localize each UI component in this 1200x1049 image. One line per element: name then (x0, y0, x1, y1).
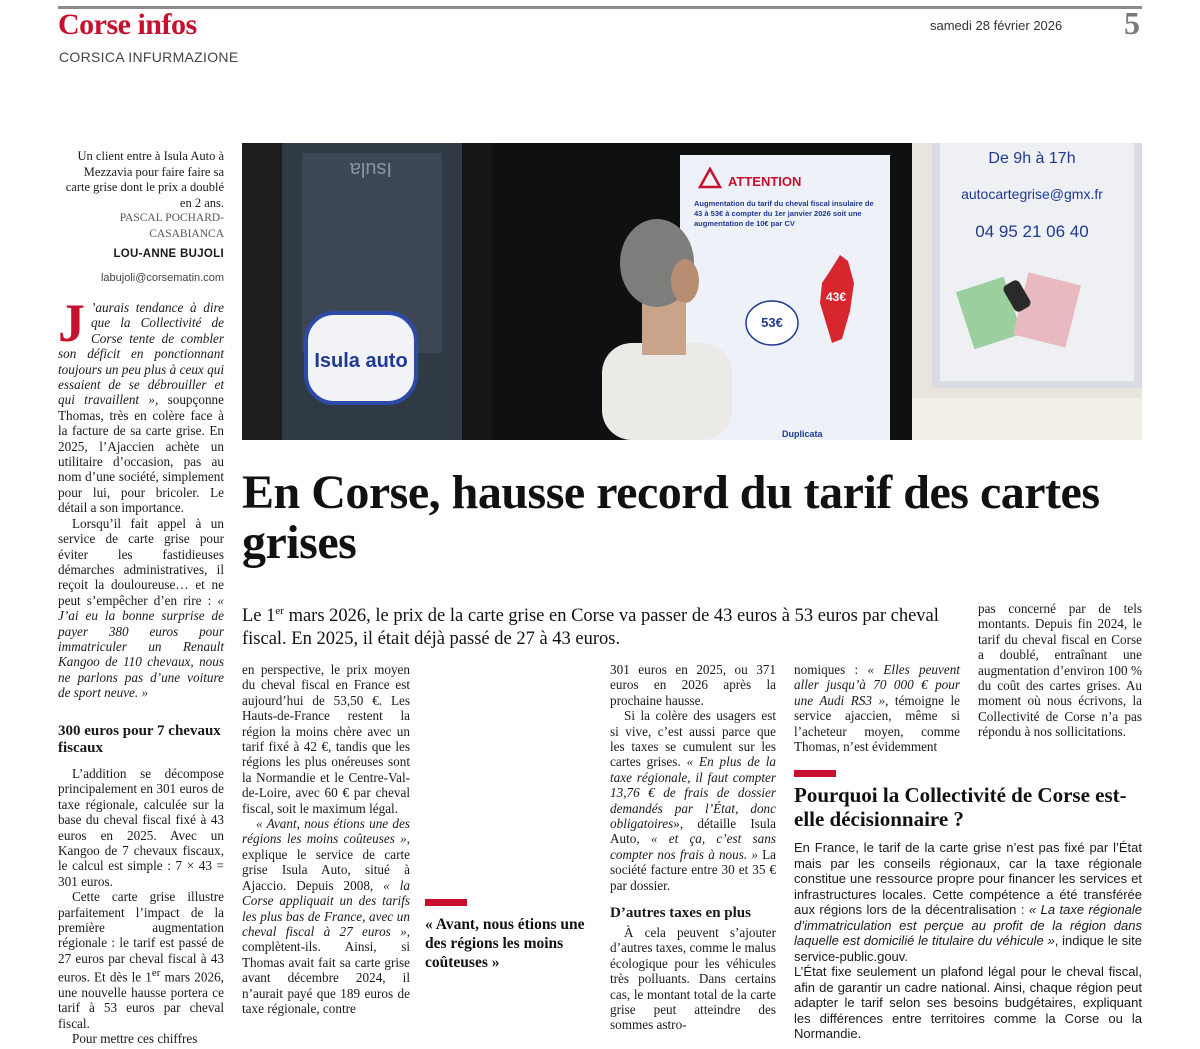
col5-paragraph-1: pas concerné par de tels montants. Depuis fin 2024, le tarif du cheval fiscal en Corse a doublé, entraînant une augmentation d’environ 100 % du coût des cartes grises. Au moment où nous écrivons, la Collectivité de Corse n’a pas répondu à nos sollicitations. (978, 601, 1142, 740)
lede (242, 600, 970, 651)
col4-paragraph-2: , témoigne le service ajaccien, même si l’acheteur moyen, comme Thomas, n’est évidemment (794, 692, 961, 755)
subheading-2: D’autres taxes en plus (610, 905, 751, 921)
photo-caption-text: Un client entre à Isula Auto à Mezzavia pour faire faire sa carte grise dont le prix a doublé en 2 ans. (65, 149, 224, 210)
publication-subtitle: CORSICA INFURMAZIONE (59, 49, 239, 65)
paragraph-4-end: mars 2026, une nouvelle hausse portera ce tarif à 53 euros par cheval fiscal. (58, 969, 224, 1031)
opening-paragraph: , soupçonne Thomas, très en colère face à la facture de sa carte grise. En 2025, l’Ajaccien achète un utilitaire d’occasion, pas au nom d’une société, simplement pour lui, pour bricoler. Le détail a son importance. (58, 392, 224, 516)
poster-text: Augmentation du tarif du cheval fiscal insulaire de 43 à 53€ à compter du 1er janvier 2026 soit une augmentation de 10€ par CV (694, 199, 874, 228)
col3-quote-2: « et ça, c’est sans compter nos frais à nous. » (610, 831, 776, 862)
lede-start: Le 1 (242, 606, 276, 627)
col3-quote: « En plus de la taxe régionale, il faut compter 13,76 € de frais de dossier demandés par l’État, donc obligatoires (610, 754, 776, 832)
svg-text:Isula: Isula (349, 158, 392, 180)
article-column-3b (610, 925, 776, 1033)
author-email[interactable]: labujoli@corsematin.com (100, 272, 224, 284)
article-photo (242, 143, 1142, 440)
sidebar-paragraph-1: En France, le tarif de la carte grise n’est pas fixé par l’État mais par les conseils régionaux, car la taxe régionale constitue une ressource propre pour financer les services et infrastructures locales. Cette compétence a été transférée aux régions lors de la décentralisation : (794, 840, 1142, 917)
paragraph-4: Cette carte grise illustre parfaitement l’impact de la première augmentation régionale : le tarif est passé de 27 euros par cheval fiscal à 43 euros. Et dès le 1 (58, 889, 224, 985)
col3-paragraph-5: À cela peuvent s’ajouter d’autres taxes, comme le malus écologique pour les véhicules très polluants. Dans certains cas, le montant total de la carte grise peut atteindre des sommes astro- (610, 925, 776, 1033)
col3-paragraph-3: », détaille Isula Auto, (610, 816, 776, 847)
window-email: autocartegrise@gmx.fr (961, 186, 1103, 202)
paragraph-3: L’addition se décompose principalement en 301 euros de taxe régionale, calculée sur la base du cheval fiscal fixé à 43 euros en 2025. Avec un Kangoo de 7 chevaux fiscaux, le calcul est simple : 7 × 43 = 301 euros. (58, 766, 224, 889)
opening-quote: ’aurais tendance à dire que la Collectivité de Corse tente de combler son déficit en ponctionnant toujours un peu plus à ceux qui essaient de se débrouiller et qui travaillent » (58, 300, 224, 408)
col2-quote: « Avant, nous étions une des régions les moins coûteuses » (242, 816, 410, 847)
col4-quote: « Elles peuvent aller jusqu’à 70 000 € pour une Audi RS3 » (794, 662, 960, 708)
col3-paragraph-2: Si la colère des usagers est si vive, c’est aussi parce que les taxes se cumulent sur les cartes grises. (610, 708, 776, 770)
sidebar-title: Pourquoi la Collectivité de Corse est-elle décisionnaire ? (794, 783, 1127, 831)
issue-date: samedi 28 février 2026 (930, 18, 1063, 33)
article-column-2 (242, 662, 410, 1016)
col4-paragraph-1: nomiques : (794, 662, 859, 677)
author-name: LOU-ANNE BUJOLI (113, 248, 224, 260)
poster-price-old: 43€ (825, 290, 847, 304)
paragraph-2: Lorsqu’il fait appel à un service de carte grise pour éviter les fastidieuses démarches administratives, il reçoit la douloureuse… et ne peut s’empêcher d’en rire : (58, 515, 224, 608)
article-column-4 (794, 662, 960, 754)
col2-paragraph-2: , explique le service de carte grise Isula Auto, situé à Ajaccio. Depuis 2008, (242, 831, 410, 893)
window-phone: 04 95 21 06 40 (975, 222, 1089, 241)
drop-cap: J (58, 293, 85, 353)
col2-quote-2: « la Corse appliquait un des tarifs les plus bas de France, avec un cheval fiscal à 27 euros » (242, 877, 410, 939)
col3-paragraph-4: La société facture entre 30 et 35 € par dossier. (610, 846, 776, 893)
article-column-1 (58, 293, 225, 701)
lede-end: mars 2026, le prix de la carte grise en Corse va passer de 43 euros à 53 euros par cheval fiscal. En 2025, il était déjà passé de 27 à 43 euros. (242, 606, 939, 650)
headline: En Corse, hausse record du tarif des cartes grises (242, 466, 1100, 569)
paragraph-5-start: Pour mettre ces chiffres (72, 1031, 198, 1047)
col3-paragraph-1: 301 euros en 2025, ou 371 euros en 2026 après la prochaine hausse. (610, 662, 776, 708)
photo-credit: PASCAL POCHARD-CASABIANCA (119, 212, 224, 240)
col2-paragraph-1: en perspective, le prix moyen du cheval fiscal en France est aujourd’hui de 53,50 €. Les Hauts-de-France restent la région la moins chère avec un tarif fixé à 42 €, tandis que les régions les plus onéreuses sont la Normandie et le Centre-Val-de-Loire, avec 60 € par cheval fiscal, soit le maximum légal. (242, 662, 410, 816)
col2-paragraph-3: , complètent-ils. Ainsi, si Thomas avait fait sa carte grise avant décembre 2024, il n’aurait payé que 189 euros de taxe régionale, contre (242, 923, 410, 1016)
window-hours: De 9h à 17h (988, 150, 1076, 167)
sidebar-paragraph-1-end: , indique le site service-public.gouv. (794, 933, 1142, 964)
store-sign-text: Isula auto (314, 350, 408, 372)
sup-er: er (151, 967, 161, 980)
photo-caption (58, 149, 224, 242)
poster-footer: Duplicata (782, 429, 823, 439)
sidebar-body (794, 840, 1142, 1042)
lede-sup: er (275, 605, 284, 617)
article-column-5 (978, 601, 1142, 740)
pull-quote-bar (425, 899, 467, 906)
article-column-1b (58, 766, 224, 1047)
sidebar-paragraph-2: L’État fixe seulement un plafond légal pour le cheval fiscal, afin de garantir un cadre national. Ainsi, chaque région peut adapter le tarif selon ses besoins budgétaires, expliquant les différences entre territoires comme la Corse ou la Normandie. (794, 964, 1142, 1041)
pull-quote: « Avant, nous étions une des régions les moins coûteuses » (425, 916, 585, 971)
page-number: 5 (1124, 5, 1140, 41)
sidebar-bar (794, 770, 836, 777)
top-rule (58, 6, 1142, 9)
poster-heading: ATTENTION (728, 174, 802, 189)
quote-kangoo: « J’ai eu la bonne surprise de payer 380 euros pour immatriculer un Renault Kangoo de 110 chevaux, nous ne parlons pas d’une voiture de sport neuve. » (58, 592, 225, 701)
article-column-3 (610, 662, 776, 893)
subheading-1: 300 euros pour 7 chevaux fiscaux (58, 723, 221, 756)
publication-title: Corse infos (58, 8, 197, 41)
poster-price-new: 53€ (761, 315, 783, 330)
sidebar-quote: « La taxe régionale d’immatriculation est perçue au profit de la région dans laquelle est domicilié le titulaire du véhicule » (794, 902, 1142, 948)
